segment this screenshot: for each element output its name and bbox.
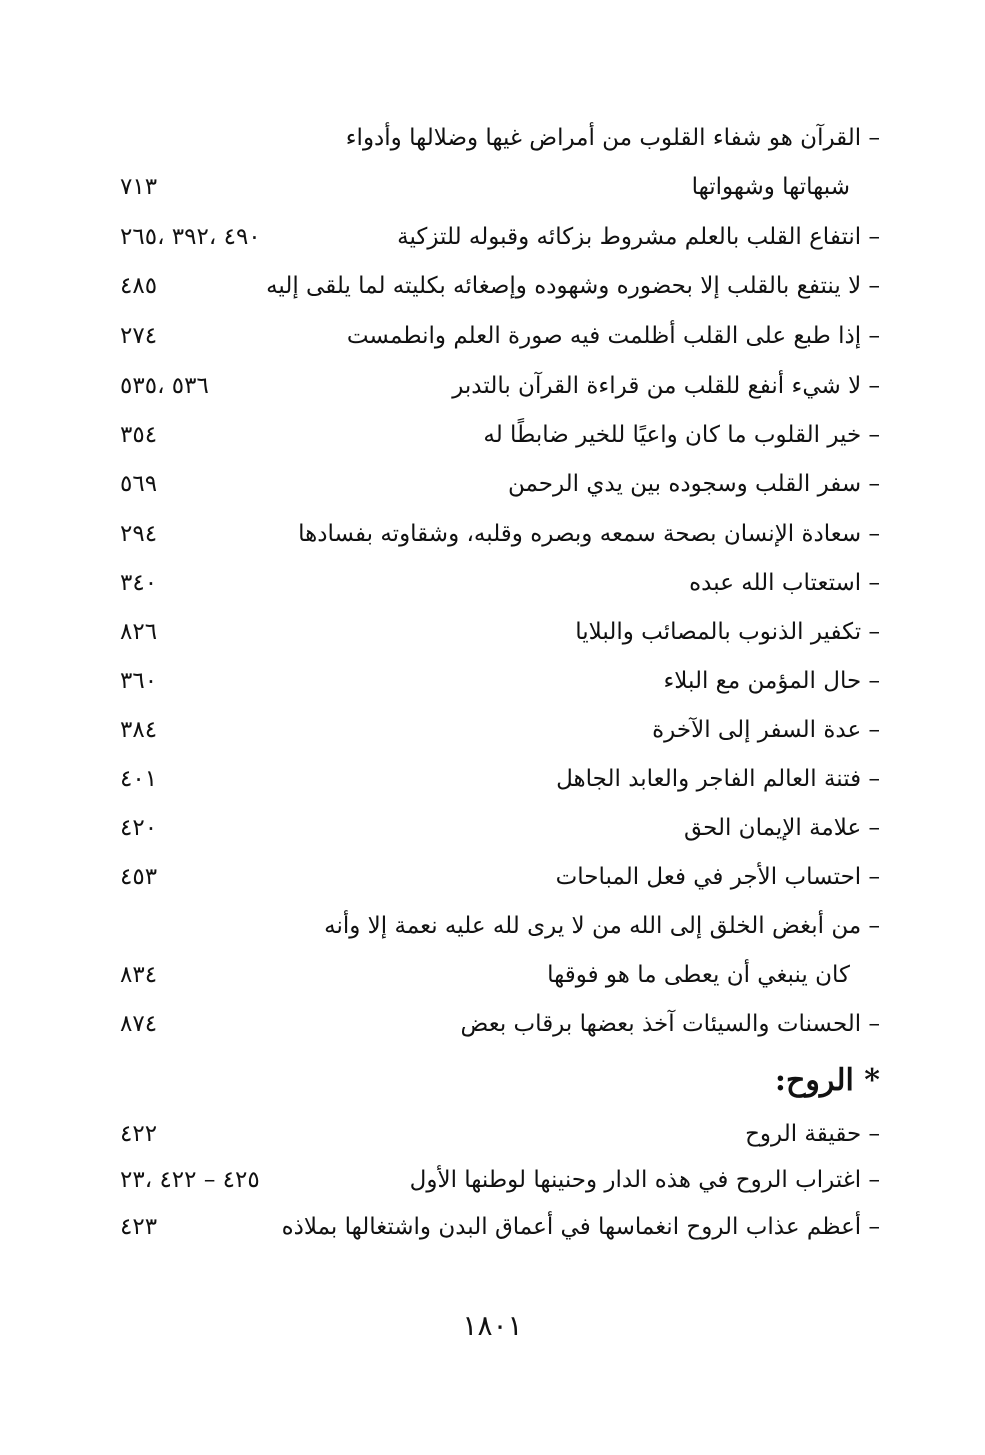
index-entry	[120, 167, 880, 211]
entry-pages: ٨٣٤	[120, 962, 158, 988]
index-entry	[120, 118, 880, 162]
entry-text: – استعتاب الله عبده	[689, 570, 880, 596]
index-entry	[120, 415, 880, 459]
entry-pages: ٤٥٣	[120, 864, 158, 890]
index-entry	[120, 266, 880, 310]
index-entry	[120, 366, 880, 410]
entry-text: – احتساب الأجر في فعل المباحات	[555, 864, 880, 890]
index-entry	[120, 217, 880, 261]
entry-pages: ٤٠١	[120, 766, 158, 792]
index-entry	[120, 1160, 880, 1204]
entry-pages: ٧١٣	[120, 174, 158, 200]
index-entry	[120, 661, 880, 705]
entry-text: – من أبغض الخلق إلى الله من لا يرى لله عليه نعمة إلا وأنه	[324, 913, 880, 939]
entry-pages: ٣٤٠	[120, 570, 158, 596]
index-entry	[120, 464, 880, 508]
entry-text: – لا شيء أنفع للقلب من قراءة القرآن بالتدبر	[452, 373, 880, 399]
entry-pages: ٢٩٤	[120, 521, 158, 547]
index-entry	[120, 759, 880, 803]
entry-pages: ٣٦٠	[120, 668, 158, 694]
entry-text: – سعادة الإنسان بصحة سمعه وبصره وقلبه، وشقاوته بفسادها	[298, 521, 880, 547]
entry-text: – انتفاع القلب بالعلم مشروط بزكائه وقبوله للتزكية	[397, 224, 880, 250]
entry-text: – تكفير الذنوب بالمصائب والبلايا	[575, 619, 880, 645]
entry-text: – أعظم عذاب الروح انغماسها في أعماق البدن واشتغالها بملاذه	[281, 1214, 880, 1240]
entry-pages: ٢٧٤	[120, 323, 158, 349]
entry-pages: ٨٧٤	[120, 1011, 158, 1037]
entry-pages: ٥٣٦ ،٥٣٥	[120, 373, 209, 399]
entry-text: – عدة السفر إلى الآخرة	[652, 717, 880, 743]
index-entry	[120, 857, 880, 901]
entry-text: – خير القلوب ما كان واعيًا للخير ضابطًا له	[483, 422, 880, 448]
entry-pages: ٣٨٤	[120, 717, 158, 743]
entry-text: – علامة الإيمان الحق	[683, 815, 880, 841]
index-entry	[120, 316, 880, 360]
entry-text: كان ينبغي أن يعطى ما هو فوقها	[547, 962, 850, 988]
index-entry	[120, 563, 880, 607]
entry-text: – اغتراب الروح في هذه الدار وحنينها لوطنها الأول	[409, 1167, 880, 1193]
entry-text: – القرآن هو شفاء القلوب من أمراض غيها وضلالها وأدواء	[345, 125, 880, 151]
page-number: ١٨٠١	[462, 1309, 523, 1342]
index-entry	[120, 1207, 880, 1251]
index-entry	[120, 808, 880, 852]
entry-text: – لا ينتفع بالقلب إلا بحضوره وشهوده وإصغائه بكليته لما يلقى إليه	[266, 273, 880, 299]
entry-text: شبهاتها وشهواتها	[691, 174, 850, 200]
entry-pages: ٤٢٣	[120, 1214, 158, 1240]
entry-text: – فتنة العالم الفاجر والعابد الجاهل	[556, 766, 880, 792]
entry-text: – حال المؤمن مع البلاء	[663, 668, 880, 694]
entry-pages: ٤٩٠ ،٣٩٢ ،٢٦٥	[120, 224, 261, 250]
index-entry	[120, 1114, 880, 1158]
entry-pages: ٥٦٩	[120, 471, 158, 497]
index-entry	[120, 612, 880, 656]
entry-text: – حقيقة الروح	[745, 1121, 880, 1147]
index-entry	[120, 955, 880, 999]
index-entry	[120, 906, 880, 950]
index-entry	[120, 514, 880, 558]
section-heading: * الروح:	[774, 1063, 880, 1098]
entry-pages: ٨٢٦	[120, 619, 158, 645]
entry-pages: ٤٢٥ – ٤٢٢ ،٢٣	[120, 1167, 260, 1193]
entry-pages: ٤٨٥	[120, 273, 158, 299]
entry-text: – الحسنات والسيئات آخذ بعضها برقاب بعض	[460, 1011, 880, 1037]
entry-pages: ٤٢٢	[120, 1121, 158, 1147]
entry-pages: ٤٢٠	[120, 815, 158, 841]
entry-text: – إذا طبع على القلب أظلمت فيه صورة العلم وانطمست	[346, 323, 880, 349]
index-entry	[120, 710, 880, 754]
entry-pages: ٣٥٤	[120, 422, 158, 448]
index-entry	[120, 1004, 880, 1048]
entry-text: – سفر القلب وسجوده بين يدي الرحمن	[507, 471, 880, 497]
